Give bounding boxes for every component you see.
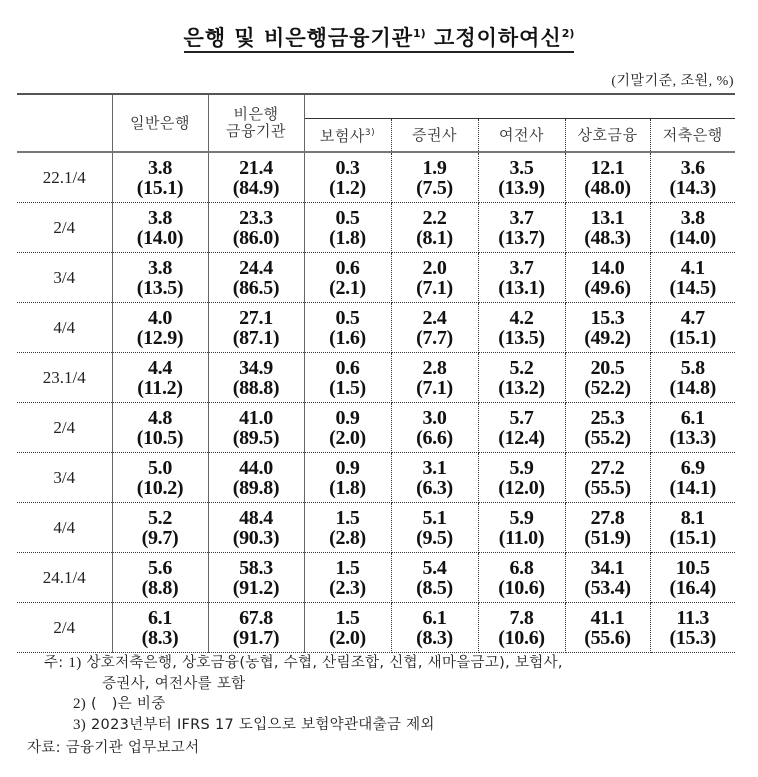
cell-share: (16.4) (669, 576, 717, 599)
cell-share: (15.1) (669, 326, 717, 349)
data-cell (112, 203, 208, 253)
cell-share: (6.3) (416, 476, 453, 499)
cell-share: (13.1) (498, 276, 545, 299)
data-cell (304, 303, 391, 353)
cell-share: (51.9) (584, 526, 631, 549)
cell-amount: 48.4 (239, 506, 273, 529)
cell-share: (13.5) (136, 276, 184, 299)
data-cell (304, 603, 391, 653)
data-cell (391, 453, 478, 503)
data-cell (565, 253, 650, 303)
cell-amount: 4.8 (147, 406, 173, 429)
cell-share: (7.1) (416, 276, 453, 299)
cell-amount: 0.5 (335, 306, 360, 329)
data-cell (304, 203, 391, 253)
table-row (17, 403, 735, 453)
data-cell (112, 253, 208, 303)
cell-amount: 0.6 (335, 256, 360, 279)
footnotes (44, 653, 563, 735)
cell-share: (12.0) (498, 476, 545, 499)
cell-share: (8.1) (416, 226, 453, 249)
cell-share: (49.2) (584, 326, 631, 349)
cell-amount: 0.9 (335, 406, 360, 429)
cell-share: (14.3) (669, 176, 717, 199)
data-cell (650, 203, 735, 253)
cell-amount: 21.4 (239, 156, 273, 179)
cell-share: (8.5) (416, 576, 453, 599)
cell-amount: 6.8 (509, 556, 534, 579)
data-cell (478, 453, 565, 503)
header-bank: 일반은행 (112, 94, 208, 152)
data-cell (391, 253, 478, 303)
cell-share: (1.5) (329, 376, 366, 399)
cell-amount: 5.2 (147, 506, 173, 529)
data-cell (565, 453, 650, 503)
data-cell (391, 603, 478, 653)
cell-amount: 1.5 (335, 556, 360, 579)
table-title (0, 22, 758, 52)
data-cell (112, 152, 208, 203)
data-cell (478, 203, 565, 253)
cell-share: (10.6) (498, 626, 545, 649)
footnote-prefix: 주: (44, 655, 64, 671)
cell-share: (15.3) (669, 626, 717, 649)
cell-amount: 1.5 (335, 506, 360, 529)
cell-amount: 27.1 (239, 306, 273, 329)
data-cell (208, 453, 304, 503)
cell-amount: 5.6 (147, 556, 173, 579)
data-cell (208, 503, 304, 553)
data-cell (650, 353, 735, 403)
data-cell (304, 453, 391, 503)
unit-label: (기말기준, 조원, %) (611, 74, 734, 89)
header-nonbank (208, 94, 304, 152)
title-text-2: 고정이하여신 (434, 26, 562, 50)
cell-share: (90.3) (232, 526, 280, 549)
data-cell (650, 603, 735, 653)
data-cell (304, 353, 391, 403)
cell-amount: 3.1 (422, 456, 447, 479)
cell-amount: 4.7 (680, 306, 705, 329)
cell-amount: 5.7 (509, 406, 534, 429)
footnote-1-line2: 증권사, 여전사를 포함 (102, 675, 246, 692)
cell-share: (91.2) (232, 576, 280, 599)
cell-amount: 44.0 (239, 456, 273, 479)
title-text: 은행 및 비은행금융기관 (183, 26, 414, 50)
cell-amount: 34.1 (590, 556, 625, 579)
title-footnote-2: 2) (561, 27, 575, 40)
cell-amount: 4.0 (147, 306, 173, 329)
data-cell (478, 152, 565, 203)
cell-amount: 3.5 (509, 156, 534, 179)
row-period: 4/4 (17, 303, 112, 353)
cell-share: (89.5) (232, 426, 280, 449)
cell-amount: 15.3 (590, 306, 625, 329)
row-period: 23.1/4 (17, 353, 112, 403)
cell-amount: 4.4 (147, 356, 173, 379)
row-period: 24.1/4 (17, 553, 112, 603)
cell-amount: 23.3 (239, 206, 273, 229)
cell-amount: 34.9 (239, 356, 273, 379)
data-cell (208, 203, 304, 253)
table-row (17, 303, 735, 353)
cell-share: (7.5) (416, 176, 453, 199)
cell-share: (2.1) (329, 276, 366, 299)
cell-amount: 5.2 (509, 356, 534, 379)
cell-amount: 8.1 (680, 506, 705, 529)
data-cell (208, 553, 304, 603)
cell-amount: 0.6 (335, 356, 360, 379)
data-cell (304, 503, 391, 553)
cell-amount: 3.8 (147, 206, 173, 229)
data-cell (565, 353, 650, 403)
cell-share: (48.3) (584, 226, 631, 249)
cell-share: (14.5) (669, 276, 717, 299)
cell-amount: 5.0 (147, 456, 173, 479)
cell-share: (13.9) (498, 176, 545, 199)
cell-amount: 14.0 (590, 256, 625, 279)
data-cell (478, 253, 565, 303)
cell-amount: 10.5 (675, 556, 710, 579)
table-row (17, 603, 735, 653)
cell-share: (52.2) (584, 376, 631, 399)
cell-share: (53.4) (584, 576, 631, 599)
cell-amount: 6.9 (680, 456, 705, 479)
cell-share: (11.0) (498, 526, 545, 549)
data-cell (304, 403, 391, 453)
data-cell (478, 503, 565, 553)
cell-share: (55.2) (584, 426, 631, 449)
data-cell (208, 353, 304, 403)
header-period (17, 94, 112, 152)
header-insurance-footnote: 3) (364, 128, 376, 138)
header-insurance: 보험사$^{3)}$ (304, 119, 391, 153)
data-cell (391, 503, 478, 553)
data-cell (391, 303, 478, 353)
table-row (17, 353, 735, 403)
cell-share: (8.3) (141, 626, 179, 649)
header-nonbank-line1: 비은행 (233, 105, 279, 123)
data-cell (650, 453, 735, 503)
cell-share: (10.5) (136, 426, 184, 449)
cell-amount: 5.8 (680, 356, 705, 379)
cell-amount: 12.1 (590, 156, 625, 179)
cell-amount: 6.1 (422, 606, 447, 629)
data-cell (112, 603, 208, 653)
table-row (17, 453, 735, 503)
header-spacer (304, 94, 735, 119)
cell-amount: 58.3 (239, 556, 273, 579)
cell-share: (88.8) (232, 376, 280, 399)
cell-share: (10.6) (498, 576, 545, 599)
row-period: 2/4 (17, 203, 112, 253)
cell-share: (7.1) (416, 376, 453, 399)
data-cell (565, 503, 650, 553)
header-mutual-finance: 상호금융 (565, 119, 650, 153)
cell-amount: 6.1 (147, 606, 173, 629)
data-cell (208, 152, 304, 203)
data-cell (565, 603, 650, 653)
cell-share: (6.6) (416, 426, 453, 449)
title-footnote-1: 1) (413, 27, 426, 40)
data-cell (650, 253, 735, 303)
cell-share: (55.5) (584, 476, 631, 499)
cell-amount: 5.1 (422, 506, 447, 529)
cell-share: (8.8) (141, 576, 179, 599)
data-cell (304, 253, 391, 303)
cell-amount: 3.6 (680, 156, 705, 179)
data-cell (650, 303, 735, 353)
data-cell (112, 403, 208, 453)
cell-share: (2.3) (329, 576, 366, 599)
data-cell (112, 303, 208, 353)
cell-share: (55.6) (584, 626, 631, 649)
table-row (17, 553, 735, 603)
cell-share: (86.5) (232, 276, 280, 299)
cell-share: (9.5) (416, 526, 453, 549)
footnote-3: 3) 2023년부터 IFRS 17 도입으로 보험약관대출금 제외 (73, 716, 435, 733)
cell-share: (14.8) (669, 376, 717, 399)
row-period: 3/4 (17, 253, 112, 303)
cell-amount: 3.8 (680, 206, 705, 229)
cell-amount: 41.0 (239, 406, 273, 429)
nonperforming-loans-table (17, 93, 735, 653)
data-cell (565, 152, 650, 203)
cell-amount: 2.8 (422, 356, 447, 379)
cell-share: (86.0) (232, 226, 280, 249)
data-cell (650, 553, 735, 603)
cell-amount: 13.1 (590, 206, 625, 229)
cell-amount: 24.4 (239, 256, 273, 279)
footnote-1: 주: 1) 상호저축은행, 상호금융(농협, 수협, 산림조합, 신협, 새마을금고), 보험사, (44, 655, 563, 671)
cell-amount: 0.3 (335, 156, 360, 179)
table-row (17, 503, 735, 553)
cell-share: (13.7) (498, 226, 545, 249)
data-cell (478, 553, 565, 603)
cell-share: (13.2) (498, 376, 545, 399)
data-cell (112, 553, 208, 603)
cell-amount: 4.2 (509, 306, 534, 329)
data-cell (391, 203, 478, 253)
cell-amount: 2.0 (422, 256, 447, 279)
table-row (17, 253, 735, 303)
data-cell (478, 353, 565, 403)
cell-amount: 3.7 (509, 206, 534, 229)
cell-share: (10.2) (136, 476, 184, 499)
cell-amount: 20.5 (590, 356, 625, 379)
cell-share: (49.6) (584, 276, 631, 299)
data-cell (208, 603, 304, 653)
data-cell (650, 503, 735, 553)
data-cell (478, 403, 565, 453)
cell-amount: 5.9 (509, 456, 534, 479)
data-cell (650, 152, 735, 203)
data-cell (391, 553, 478, 603)
cell-share: (48.0) (584, 176, 631, 199)
cell-share: (15.1) (669, 526, 717, 549)
cell-amount: 3.7 (509, 256, 534, 279)
header-securities: 증권사 (391, 119, 478, 153)
cell-share: (12.9) (136, 326, 184, 349)
cell-share: (8.3) (416, 626, 453, 649)
cell-share: (14.1) (669, 476, 717, 499)
data-cell (565, 553, 650, 603)
cell-amount: 27.2 (590, 456, 625, 479)
cell-amount: 5.9 (509, 506, 534, 529)
header-credit-card: 여전사 (478, 119, 565, 153)
cell-amount: 2.2 (422, 206, 447, 229)
cell-amount: 3.0 (422, 406, 447, 429)
data-cell (391, 152, 478, 203)
cell-amount: 3.8 (147, 256, 173, 279)
cell-share: (87.1) (232, 326, 280, 349)
header-savings-bank: 저축은행 (650, 119, 735, 153)
row-period: 4/4 (17, 503, 112, 553)
cell-share: (15.1) (136, 176, 184, 199)
data-cell (208, 403, 304, 453)
cell-share: (1.2) (329, 176, 366, 199)
cell-amount: 1.5 (335, 606, 360, 629)
data-cell (208, 303, 304, 353)
cell-amount: 67.8 (239, 606, 273, 629)
cell-amount: 11.3 (676, 606, 710, 629)
cell-share: (14.0) (669, 226, 717, 249)
cell-amount: 25.3 (590, 406, 625, 429)
cell-share: (13.3) (669, 426, 717, 449)
cell-amount: 7.8 (509, 606, 534, 629)
data-cell (112, 453, 208, 503)
row-period: 2/4 (17, 403, 112, 453)
cell-share: (14.0) (136, 226, 184, 249)
cell-share: (9.7) (141, 526, 179, 549)
cell-amount: 0.9 (335, 456, 360, 479)
cell-amount: 27.8 (590, 506, 625, 529)
cell-share: (91.7) (232, 626, 280, 649)
data-cell (304, 553, 391, 603)
data-cell (391, 403, 478, 453)
table-row (17, 152, 735, 203)
cell-amount: 5.4 (422, 556, 447, 579)
data-cell (304, 152, 391, 203)
source-note: 자료: 금융기관 업무보고서 (27, 740, 200, 756)
cell-share: (84.9) (232, 176, 280, 199)
cell-amount: 0.5 (335, 206, 360, 229)
data-cell (565, 303, 650, 353)
row-period: 2/4 (17, 603, 112, 653)
cell-amount: 3.8 (147, 156, 173, 179)
cell-share: (11.2) (137, 376, 183, 399)
header-nonbank-line2: 금융기관 (226, 122, 286, 140)
cell-amount: 1.9 (422, 156, 447, 179)
row-period: 3/4 (17, 453, 112, 503)
data-cell (650, 403, 735, 453)
cell-amount: 4.1 (680, 256, 705, 279)
cell-share: (89.8) (232, 476, 280, 499)
row-period: 22.1/4 (17, 152, 112, 203)
table-row (17, 203, 735, 253)
cell-share: (1.8) (329, 476, 366, 499)
cell-share: (2.0) (329, 626, 366, 649)
cell-share: (1.6) (329, 326, 366, 349)
cell-share: (2.8) (329, 526, 366, 549)
cell-share: (2.0) (329, 426, 366, 449)
data-cell (208, 253, 304, 303)
cell-amount: 2.4 (422, 306, 447, 329)
cell-amount: 41.1 (590, 606, 625, 629)
data-cell (565, 403, 650, 453)
data-cell (391, 353, 478, 403)
cell-share: (1.8) (329, 226, 366, 249)
cell-share: (7.7) (416, 326, 453, 349)
data-cell (478, 603, 565, 653)
footnote-2: 2) ( )은 비중 (73, 696, 166, 712)
data-cell (478, 303, 565, 353)
data-cell (112, 353, 208, 403)
cell-share: (13.5) (498, 326, 545, 349)
cell-amount: 6.1 (680, 406, 705, 429)
data-cell (565, 203, 650, 253)
cell-share: (12.4) (498, 426, 545, 449)
data-cell (112, 503, 208, 553)
